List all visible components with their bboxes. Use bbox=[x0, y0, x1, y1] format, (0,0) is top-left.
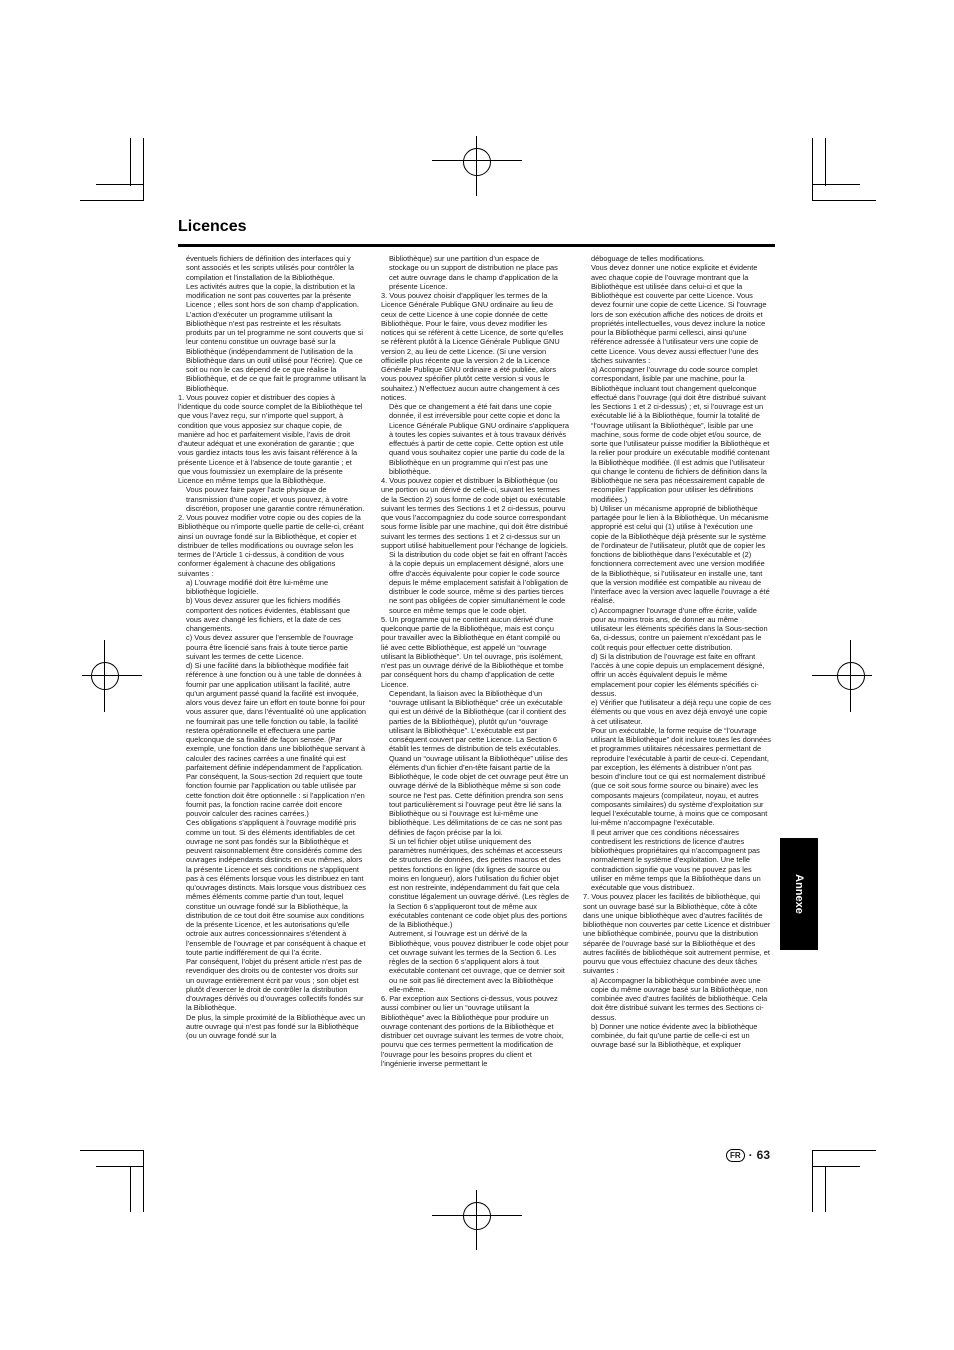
paragraph: Vous devez donner une notice explicite et évidente avec chaque copie de l’ouvrage montrant que la Bibliothèque est utilisée dans celui-ci et que la Bibliothèque est couverte par cette Licence. Vous devez fournir une copie de cette Licence. Si l’ouvrage lors de son exécution affiche des notices de droits et propriétés intellectuelles, vous devez inclure la notice pour la Bibliothèque parmi cellesci, ainsi qu’une référence adressée à l’utilisateur vers une copie de cette Licence. Vous devez aussi effectuer l’une des tâches suivantes : bbox=[591, 263, 767, 365]
paragraph: Il peut arriver que ces conditions nécessaires contredisent les restrictions de licence d’autres bibliothèques propriétaires qui n’accompagnent pas normalement le système d’exploitation. Une telle contradiction signifie que vous ne pouvez pas les utiliser en même temps que la Bibliothèque dans un exécutable que vous distribuez. bbox=[591, 827, 761, 892]
paragraph: 5. Un programme qui ne contient aucun dérivé d’une quelconque partie de la Bibliothèque, mais est conçu pour travailler avec la Bibliothèque en étant compilé ou lié avec cette Bibliothèque, est appelé un “ouvrage utilisant la Bibliothèque”. Un tel ouvrage, pris isolément, n’est pas un ouvrage dérivé de la Bibliothèque et tombe par conséquent hors du champ d’application de cette Licence. bbox=[381, 614, 564, 689]
language-badge: FR bbox=[726, 1149, 745, 1162]
paragraph: Bibliothèque) sur une partition d’un espace de stockage ou un support de distribution ne place pas cet autre ouvrage dans le champ d’application de la présente Licence. bbox=[389, 254, 558, 291]
paragraph: 4. Vous pouvez copier et distribuer la Bibliothèque (ou une portion ou un dérivé de celle-ci, suivant les termes de la Section 2) sous forme de code objet ou exécutable suivant les termes des Sections 1 et 2 ci-dessus, pourvu que vous l’accompagniez du code source correspondant sous forme lisible par une machine, qui doit être distribué suivant les termes des sections 1 et 2 ci-dessus sur un support utilisé habituellement pour l’échange de logiciels. bbox=[381, 476, 568, 550]
paragraph: Vous pouvez faire payer l’acte physique de transmission d’une copie, et vous pouvez, à votre discrétion, proposer une garantie contre rémunération. bbox=[186, 485, 365, 513]
registration-line bbox=[850, 640, 851, 712]
paragraph: e) Vérifier que l’utilisateur a déjà reçu une copie de ces éléments ou que vous en avez déjà envoyé une copie à cet utilisateur. bbox=[591, 698, 771, 726]
page-title: Licences bbox=[178, 218, 247, 235]
crop-mark bbox=[812, 200, 876, 201]
registration-line bbox=[432, 160, 522, 161]
paragraph: a) Accompagner la bibliothèque combinée avec une copie du même ouvrage basé sur la Bibliothèque, non combinée avec d’autres facilités de bibliothèque. Cela doit être distribué suivant les termes des Sections ci-dessus. bbox=[591, 975, 768, 1022]
text-column-3 bbox=[583, 254, 771, 1344]
registration-line bbox=[82, 675, 142, 676]
page-number-separator: · bbox=[748, 1148, 753, 1162]
crop-mark bbox=[143, 1150, 144, 1212]
paragraph: d) Si la distribution de l’ouvrage est faite en offrant l’accès à une copie depuis un emplacement désigné, offrir un accès équivalent depuis le même emplacement pour copier les éléments spécifiés ci-dessus. bbox=[591, 651, 765, 698]
paragraph: b) Utiliser un mécanisme approprié de bibliothèque partagée pour le lien à la Bibliothèque. Un mécanisme approprié est celui qui (1) utilise à l’exécution une copie de la Bibliothèque déjà présente sur le système de l’ordinateur de l’utilisateur, plutôt que de copier les fonctions de bibliothèque dans l’exécutable et (2) fonctionnera correctement avec une version modifiée de la Bibliothèque, si l’utilisateur en installe une, tant que la version modifiée est compatible au niveau de l’interface avec la version avec laquelle l’ouvrage a été réalisé. bbox=[591, 503, 770, 606]
crop-mark bbox=[812, 1150, 876, 1151]
paragraph: Autrement, si l’ouvrage est un dérivé de la Bibliothèque, vous pouvez distribuer le code objet pour cet ouvrage suivant les termes de la Section 6. Les règles de la section 6 s’appliquent alors à tout exécutable contenant cet ouvrage, que ce dernier soit ou ne soit pas lié directement avec la Bibliothèque elle-même. bbox=[389, 929, 569, 994]
paragraph: 3. Vous pouvez choisir d’appliquer les termes de la Licence Générale Publique GNU ordinaire au lieu de ceux de cette Licence à une copie donnée de cette Bibliothèque. Pour le faire, vous devez modifier les notices qui se réfèrent à cette Licence, de sorte qu’elles se réfèrent plutôt à la Licence Générale Publique GNU version 2, au lieu de cette Licence. (Si une version officielle plus récente que la version 2 de la Licence Générale Publique GNU ordinaire a été publiée, alors vous pouvez spécifier plutôt cette version si vous le souhaitez.) N’effectuez aucun autre changement à ces notices. bbox=[381, 291, 564, 402]
text-column-2 bbox=[381, 254, 569, 1344]
crop-mark bbox=[96, 1166, 144, 1167]
paragraph: Cependant, la liaison avec la Bibliothèque d’un “ouvrage utilisant la Bibliothèque” crée un exécutable qui est un dérivé de la Bibliothèque (car il contient des parties de la Bibliothèque), plutôt qu’un “ouvrage utilisant la Bibliothèque”. L’exécutable est par conséquent couvert par cette Licence. La Section 6 établit les termes de distribution de tels exécutables. bbox=[389, 688, 567, 754]
paragraph: Dès que ce changement a été fait dans une copie donnée, il est irréversible pour cette copie et donc la Licence Générale Publique GNU ordinaire s’appliquera à toutes les copies suivantes et à tous travaux dérivés effectués à partir de cette copie. Cette option est utile quand vous souhaitez copier une partie du code de la Bibliothèque en un programme qui n’est pas une bibliothèque. bbox=[389, 402, 569, 476]
title-rule bbox=[178, 244, 775, 247]
registration-line bbox=[812, 675, 872, 676]
crop-mark bbox=[130, 138, 131, 186]
crop-mark bbox=[96, 184, 144, 185]
paragraph: Si un tel fichier objet utilise uniquement des paramètres numériques, des schémas et accesseurs de structures de données, des petites macros et des petites fonctions en ligne (dix lignes de source ou moins en longueur), alors l’utilisation du fichier objet est non restreinte, indépendamment du fait que cela constitue légalement un ouvrage dérivé. (Les règles de la Section 6 s’appliqueront tout de même aux exécutables contenant ce code objet plus des portions de la Bibliothèque.) bbox=[389, 836, 569, 929]
registration-target bbox=[91, 662, 119, 690]
paragraph: Ces obligations s’appliquent à l’ouvrage modifié pris comme un tout. Si des éléments identifiables de cet ouvrage ne sont pas fondés sur la Bibliothèque et peuvent raisonnablement être considérés comme des ouvrages indépendants distincts en eux mêmes, alors la présente Licence et ses conditions ne s’appliquent pas à ces éléments lorsque vous les distribuez en tant qu’ouvrages distincts. Mais lorsque vous distribuez ces mêmes éléments comme partie d’un tout, lequel constitue un ouvrage fondé sur la Bibliothèque, la distribution de ce tout doit être soumise aux conditions de la présente Licence, et les autorisations qu’elle octroie aux autres concessionnaires s’étendent à l’ensemble de l’ouvrage et par conséquent à chaque et toute partie indifférement de qui l’a écrite. bbox=[186, 818, 366, 957]
crop-mark bbox=[812, 1166, 860, 1167]
paragraph: a) L’ouvrage modifié doit être lui-même une bibliothèque logicielle. bbox=[186, 577, 329, 596]
paragraph: De plus, la simple proximité de la Bibliothèque avec un autre ouvrage qui n’est pas fondé sur la Bibliothèque (ou un ouvrage fondé sur la bbox=[186, 1012, 366, 1040]
paragraph: b) Vous devez assurer que les fichiers modifiés comportent des notices évidentes, établissant que vous avez changé les fichiers, et la date de ces changements. bbox=[186, 596, 350, 633]
registration-target bbox=[463, 148, 491, 176]
paragraph: c) Vous devez assurer que l’ensemble de l’ouvrage pourra être licencié sans frais à toute tierce partie suivant les termes de cette Licence. bbox=[186, 633, 354, 661]
paragraph: c) Accompagner l’ouvrage d’une offre écrite, valide pour au moins trois ans, de donner au même utilisateur les éléments spécifiés dans la Sous-section 6a, ci-dessus, contre un paiement n’excédant pas le coût requis pour effectuer cette distribution. bbox=[591, 605, 768, 652]
paragraph: 2. Vous pouvez modifier votre copie ou des copies de la Bibliothèque ou n’importe quelle partie de celle-ci, créant ainsi un ouvrage fondé sur la Bibliothèque, et copier et distribuer de telles modifications ou ouvrage selon les termes de l’Article 1 ci-dessus, à condition de vous conformer également à chacune des obligations suivantes : bbox=[178, 513, 364, 578]
registration-target bbox=[837, 662, 865, 690]
crop-mark bbox=[143, 138, 144, 200]
paragraph: Par conséquent, l’objet du présent article n’est pas de revendiquer des droits ou de contester vos droits sur un ouvrage entièrement écrit par vous ; son objet est plutôt d’exercer le droit de contrôler la distribution d’ouvrages dérivés ou d’ouvrages collectifs fondés sur la Bibliothèque. bbox=[186, 957, 364, 1013]
paragraph: 1. Vous pouvez copier et distribuer des copies à l’identique du code source complet de la Bibliothèque tel que vous l’avez reçu, sur n’importe quel support, à condition que vous apposiez sur chaque copie, de manière ad hoc et parfaitement visible, l’avis de droit d’auteur adéquat et une exonération de garantie ; que vous gardiez intacts tous les avis faisant référence à la présente Licence et à l’absence de toute garantie ; et que vous fournissiez un exemplaire de la présente Licence en même temps que la Bibliothèque. bbox=[178, 392, 363, 485]
page-number-value: 63 bbox=[756, 1148, 771, 1162]
paragraph: Les activités autres que la copie, la distribution et la modification ne sont pas couvertes par la présente Licence ; elles sont hors de son champ d’application. L’action d’exécuter un programme utilisant la Bibliothèque n’est pas restreinte et les résultats produits par un tel programme ne sont couverts que si leur contenu constitue un ouvrage basé sur la Bibliothèque (indépendamment de l’utilisation de la Bibliothèque dans un outil utilisé pour l’écrire). Que ce soit ou non le cas dépend de ce que réalise la Bibliothèque, et de ce que fait le programme utilisant la Bibliothèque. bbox=[186, 281, 366, 393]
paragraph: 7. Vous pouvez placer les facilités de bibliothèque, qui sont un ouvrage basé sur la Bibliothèque, côte à côte dans une unique bibliothèque avec d’autres facilités de bibliothèque non couvertes par cette Licence et distribuer une bibliothèque combinée, pourvu que la distribution séparée de l’ouvrage basé sur la Bibliothèque et des autres facilités de bibliothèque soit autrement permise, et pourvu que vous effectuiez chacune des deux tâches suivantes : bbox=[583, 892, 771, 976]
paragraph: déboguage de telles modifications. bbox=[591, 254, 705, 263]
paragraph: a) Accompagner l’ouvrage du code source complet correspondant, lisible par une machine, pour la Bibliothèque incluant tout changement quelconque effectué dans l’ouvrage (qui doit être distribué suivant les Sections 1 et 2 ci-dessus) ; et, si l’ouvrage est un exécutable lié à la Bibliothèque, fournir la totalité de “l’ouvrage utilisant la Bibliothèque”, lisible par une machine, sous forme de code objet et/ou source, de sorte que l’utilisateur puisse modifier la Bibliothèque et la relier pour produire un exécutable modifié contenant la Bibliothèque modifiée. (Il est admis que l’utilisateur qui change le contenu de fichiers de définition dans la Bibliothèque ne sera pas nécessairement capable de recompiler l’application pour utiliser les définitions modifiées.) bbox=[591, 365, 770, 504]
registration-line bbox=[476, 136, 477, 196]
crop-mark bbox=[812, 138, 813, 200]
paragraph: b) Donner une notice évidente avec la bibliothèque combinée, du fait qu’une partie de celle-ci est un ouvrage basé sur la Bibliothèque, et expliquer bbox=[591, 1021, 758, 1050]
paragraph: d) Si une facilité dans la bibliothèque modifiée fait référence à une fonction ou à une table de données à fournir par une application utilisant la facilité, autre qu’un argument passé quand la facilité est invoquée, alors vous devez faire un effort en toute bonne foi pour vous assurer que, dans l’éventualité où une application ne fournirait pas une telle fonction ou table, la facilité restera opérationnelle et effectuera une partie quelconque de sa finalité de façon sensée. (Par exemple, une fonction dans une bibliothèque servant à calculer des racines carrées a une finalité qui est parfaitement définie indépendamment de l’application. Par conséquent, la Sous-section 2d requiert que toute fonction fournie par l’application ou table utilisée par cette fonction doit être optionnelle : si l’application n’en fournit pas, la fonction racine carrée doit encore pouvoir calculer des racines carrées.) bbox=[186, 661, 366, 818]
page-number bbox=[726, 1148, 770, 1162]
crop-mark bbox=[812, 1150, 813, 1212]
crop-mark bbox=[80, 200, 144, 201]
text-column-1 bbox=[178, 254, 366, 1344]
crop-mark bbox=[130, 1166, 131, 1212]
section-tab-label: Annexe bbox=[793, 874, 805, 914]
section-tab bbox=[780, 838, 818, 950]
paragraph: éventuels fichiers de définition des interfaces qui y sont associés et les scripts utilisés pour contrôler la compilation et l’installation de la Bibliothèque. bbox=[186, 254, 355, 282]
crop-mark bbox=[812, 184, 860, 185]
paragraph: Pour un exécutable, la forme requise de “l’ouvrage utilisant la Bibliothèque” doit inclure toutes les données et programmes utilitaires nécessaires permettant de reproduire l’exécutable à partir de ceux-ci. Cependant, par exception, les éléments à distribuer n’ont pas besoin d’inclure tout ce qui est normalement distribué (que ce soit sous forme source ou binaire) avec les composants majeurs (compilateur, noyau, et autres composants similaires) du système d’exploitation sur lequel l’exécutable tourne, à moins que ce composant lui-même n’accompagne l’exécutable. bbox=[591, 725, 771, 828]
paragraph: Quand un “ouvrage utilisant la Bibliothèque” utilise des éléments d’un fichier d’en-tête faisant partie de la Bibliothèque, le code objet de cet ouvrage peut être un ouvrage dérivé de la Bibliothèque même si son code source ne l’est pas. Cette définition prendra son sens tout particulièrement si l’ouvrage peut être lié sans la Bibliothèque ou si l’ouvrage est lui-même une bibliothèque. Les délimitations de ce cas ne sont pas définies de façon précise par la loi. bbox=[389, 753, 569, 837]
crop-mark bbox=[80, 1150, 144, 1151]
crop-mark bbox=[825, 138, 826, 186]
crop-mark bbox=[825, 1166, 826, 1212]
registration-line bbox=[104, 640, 105, 712]
paragraph: 6. Par exception aux Sections ci-dessus, vous pouvez aussi combiner ou lier un “ouvrage utilisant la Bibliothèque” avec la Bibliothèque pour produire un ouvrage contenant des portions de la Bibliothèque et distribuer cet ouvrage suivant les termes de votre choix, pourvu que ces termes permettent la modification de l’ouvrage pour les besoins propres du client et l’ingénierie inverse permettant le bbox=[381, 994, 564, 1068]
paragraph: Si la distribution du code objet se fait en offrant l’accès à la copie depuis un emplacement désigné, alors une offre d’accès équivalente pour copier le code source depuis le même emplacement satisfait à l’obligation de distribuer le code source, même si des parties tierces ne sont pas obligées de copier simultanément le code source en même temps que le code objet. bbox=[389, 550, 569, 615]
